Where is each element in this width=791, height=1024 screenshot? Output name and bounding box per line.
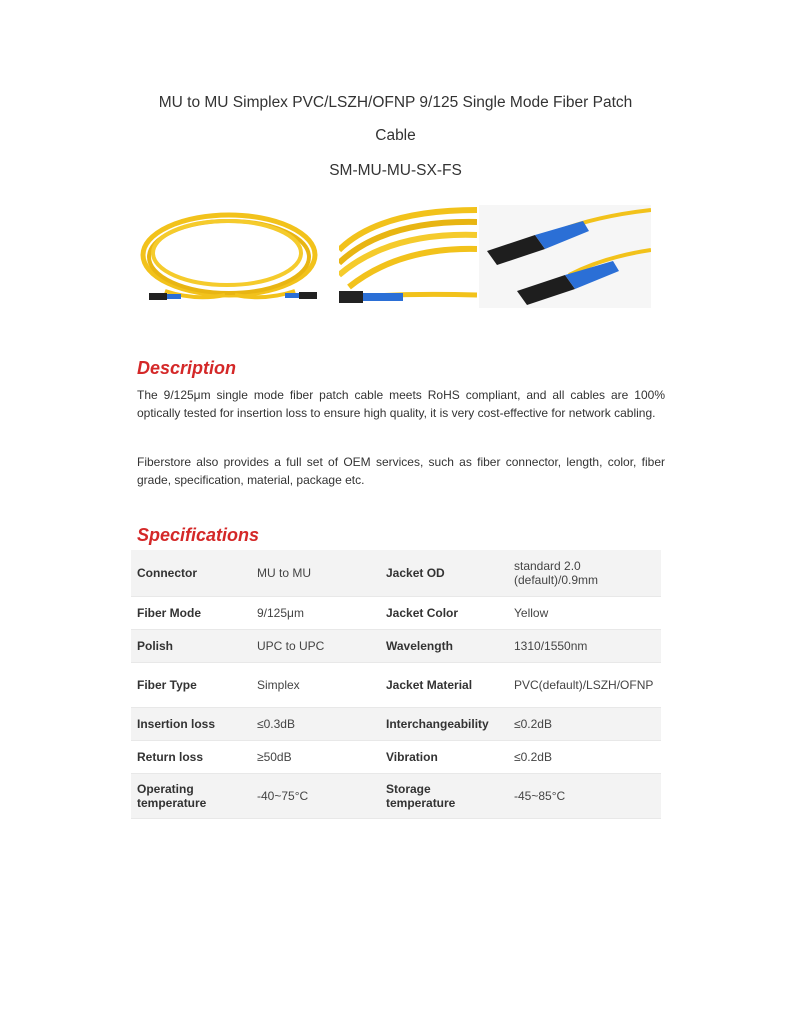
spec-key: Return loss	[131, 740, 251, 773]
spec-key: Fiber Type	[131, 662, 251, 707]
spec-value: PVC(default)/LSZH/OFNP	[508, 662, 661, 707]
spec-value: standard 2.0 (default)/0.9mm	[508, 550, 661, 596]
spec-key: Jacket Material	[380, 662, 508, 707]
spec-key: Vibration	[380, 740, 508, 773]
spec-value: -45~85°C	[508, 773, 661, 818]
spec-key: Jacket OD	[380, 550, 508, 596]
spec-key: Interchangeability	[380, 707, 508, 740]
spec-value: 9/125μm	[251, 596, 380, 629]
oem-paragraph: Fiberstore also provides a full set of OEM services, such as fiber connector, length, color, fiber grade, specification, material, package etc.	[137, 455, 665, 487]
spec-value: -40~75°C	[251, 773, 380, 818]
spec-key: Fiber Mode	[131, 596, 251, 629]
spec-key: Connector	[131, 550, 251, 596]
spec-key: Wavelength	[380, 629, 508, 662]
product-photos	[135, 205, 651, 308]
spec-row-fiber-type	[131, 662, 661, 707]
spec-value: Yellow	[508, 596, 661, 629]
spec-value: ≤0.2dB	[508, 740, 661, 773]
spec-value: ≥50dB	[251, 740, 380, 773]
spec-value: ≤0.2dB	[508, 707, 661, 740]
cable-closeup-photo	[339, 205, 477, 308]
description-paragraph: The 9/125μm single mode fiber patch cable meets RoHS compliant, and all cables are 100% optically tested for insertion loss to ensure high quality, it is very cost-effective for network cabling.	[137, 388, 665, 420]
spec-row-fiber-mode	[131, 596, 661, 629]
spec-row-temperature	[131, 773, 661, 818]
specifications-table	[131, 550, 661, 819]
spec-row-polish	[131, 629, 661, 662]
spec-value: UPC to UPC	[251, 629, 380, 662]
description-heading: Description	[137, 358, 237, 378]
spec-key: Polish	[131, 629, 251, 662]
spec-row-connector	[131, 550, 661, 596]
product-title-line1: MU to MU Simplex PVC/LSZH/OFNP 9/125 Single Mode Fiber Patch	[158, 94, 633, 111]
connector-photo	[479, 205, 651, 308]
cable-coil-photo	[135, 205, 323, 308]
spec-key: Jacket Color	[380, 596, 508, 629]
spec-key: Operating temperature	[131, 773, 251, 818]
spec-key: Insertion loss	[131, 707, 251, 740]
product-sku: SM-MU-MU-SX-FS	[329, 162, 462, 179]
spec-row-return-loss	[131, 740, 661, 773]
spec-value: Simplex	[251, 662, 380, 707]
spec-value: MU to MU	[251, 550, 380, 596]
spec-key: Storage temperature	[380, 773, 508, 818]
spec-value: ≤0.3dB	[251, 707, 380, 740]
product-title-line2: Cable	[375, 127, 416, 144]
spec-row-insertion-loss	[131, 707, 661, 740]
specifications-heading: Specifications	[137, 525, 260, 545]
spec-value: 1310/1550nm	[508, 629, 661, 662]
